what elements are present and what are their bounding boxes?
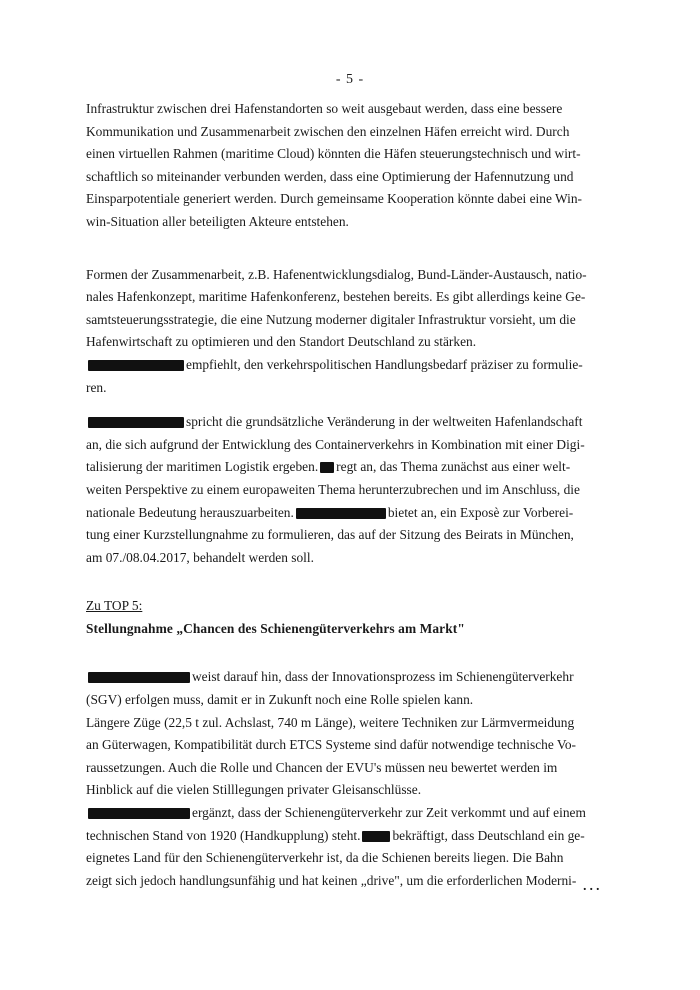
para1-line: Infrastruktur zwischen drei Hafenstandorten so weit ausgebaut werden, dass eine bessere: [86, 101, 563, 116]
para6-line: raussetzungen. Auch die Rolle und Chancen der EVU's müssen neu bewertet werden im: [86, 759, 558, 775]
para4-line: talisierung der maritimen Logistik ergeben. regt an, das Thema zunächst aus einer welt-: [86, 459, 571, 475]
para1-line: Kommunikation und Zusammenarbeit zwischen den einzelnen Häfen erreicht wird. Durch: [86, 123, 570, 139]
para7-line: eignetes Land für den Schienengüterverkehr ist, da die Schienen bereits liegen. Die Bahn: [86, 850, 564, 866]
para2-line: Formen der Zusammenarbeit, z.B. Hafenentwicklungsdialog, Bund-Länder-Austausch, natio-: [86, 266, 587, 282]
continuation-mark: ...: [582, 874, 602, 894]
para4-line: spricht die grundsätzliche Veränderung in der weltweiten Hafenlandschaft: [86, 411, 588, 434]
redaction-bar: [88, 672, 190, 683]
para2-line: samtsteuerungsstrategie, die eine Nutzung moderner digitaler Infrastruktur vorsieht, um die: [86, 311, 576, 327]
para5-line: weist darauf hin, dass der Innovationsprozess im Schienengüterverkehr: [86, 666, 588, 689]
para4-line: am 07./08.04.2017, behandelt werden soll.: [86, 549, 314, 565]
para1-line: schaftlich so miteinander verbunden werden, dass eine Optimierung der Hafennutzung und: [86, 168, 574, 184]
para3-line: empfiehlt, den verkehrspolitischen Handlungsbedarf präziser zu formulie-: [86, 354, 588, 377]
redaction-bar: [362, 831, 390, 842]
redaction-bar: [320, 462, 334, 473]
redaction-bar: [296, 508, 386, 519]
para1-line: Einsparpotentiale generiert werden. Durch gemeinsame Kooperation könnte dabei eine Win-: [86, 191, 582, 207]
para6-line: an Güterwagen, Kompatibilität durch ETCS Systeme sind dafür notwendige technische Vo-: [86, 737, 577, 753]
para4-line: nationale Bedeutung herauszuarbeiten. bietet an, ein Exposè zur Vorberei-: [86, 504, 574, 520]
para6-line: Längere Züge (22,5 t zul. Achslast, 740 m Länge), weitere Techniken zur Lärmvermeidung: [86, 714, 575, 730]
redaction-bar: [88, 360, 184, 371]
para4-line: weiten Perspektive zu einem europaweiten Thema herunterzubrechen und im Anschluss, die: [86, 481, 580, 497]
para2-line: nales Hafenkonzept, maritime Hafenkonferenz, bestehen bereits. Es gibt allerdings keine Ge-: [86, 289, 586, 305]
para7-line: technischen Stand von 1920 (Handkupplung) steht. bekräftigt, dass Deutschland ein ge-: [86, 827, 585, 843]
para1-line: einen virtuellen Rahmen (maritime Cloud) könnten die Häfen steuerungstechnisch und wirt-: [86, 146, 581, 162]
para2-line: Hafenwirtschaft zu optimieren und den Standort Deutschland zu stärken.: [86, 334, 477, 350]
document-body: [86, 98, 588, 892]
redaction-bar: [88, 417, 184, 428]
para1-line: win-Situation aller beteiligten Akteure entstehen.: [86, 213, 349, 229]
top5-label: Zu TOP 5:: [86, 598, 143, 614]
para4-line: an, die sich aufgrund der Entwicklung des Containerverkehrs in Kombination mit einer Digi-: [86, 436, 585, 452]
para7-line: ergänzt, dass der Schienengüterverkehr zur Zeit verkommt und auf einem: [86, 802, 588, 825]
para7-line: zeigt sich jedoch handlungsunfähig und hat keinen „drive", um die erforderlichen Moderni-: [86, 872, 577, 888]
para6-line: Hinblick auf die vielen Stilllegungen privater Gleisanschlüsse.: [86, 782, 422, 798]
para3-line: ren.: [86, 379, 107, 395]
page-number: - 5 -: [335, 72, 365, 87]
top5-title: Stellungnahme „Chancen des Schienengüterverkehrs am Markt": [86, 620, 465, 636]
redaction-bar: [88, 808, 190, 819]
para5-line: (SGV) erfolgen muss, damit er in Zukunft noch eine Rolle spielen kann.: [86, 692, 474, 708]
para4-line: tung einer Kurzstellungnahme zu formulieren, das auf der Sitzung des Beirats in München,: [86, 527, 574, 543]
